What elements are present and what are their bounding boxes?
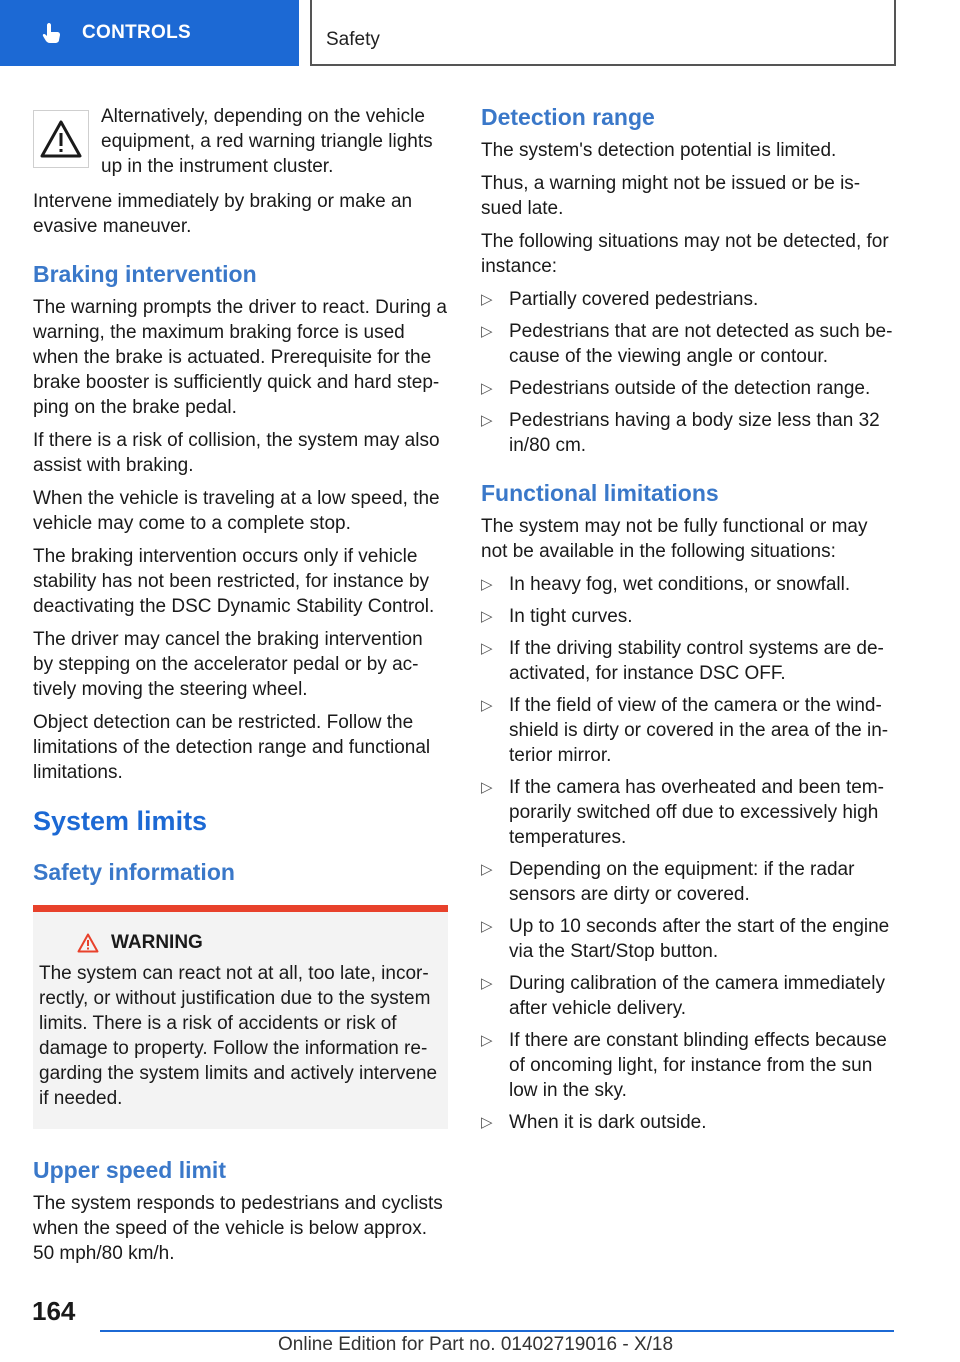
list-item xyxy=(481,604,896,629)
braking-paragraph: If there is a risk of collision, the system may also assist with braking. xyxy=(33,430,440,476)
upper-speed-heading: Upper speed limit xyxy=(33,1157,226,1183)
detection-list xyxy=(481,287,896,458)
functional-list xyxy=(481,572,896,1135)
list-item xyxy=(481,636,896,686)
list-item xyxy=(481,914,896,964)
list-item-text: Up to 10 seconds after the start of the engine via the Start/Stop button. xyxy=(509,916,890,962)
triangle-bullet-icon: ▷ xyxy=(481,640,493,657)
triangle-bullet-icon: ▷ xyxy=(481,576,493,593)
left-column xyxy=(33,100,448,1274)
edition-text: Online Edition for Part no. 01402719016 - X/18 xyxy=(278,1334,674,1355)
detection-paragraph: Thus, a warning might not be issued or be is-sued late. xyxy=(481,173,861,219)
warning-notice xyxy=(33,104,448,179)
pointing-hand-icon xyxy=(40,21,64,45)
list-item-text: If the driving stability control systems are de-activated, for instance DSC OFF. xyxy=(509,638,884,684)
triangle-bullet-icon: ▷ xyxy=(481,412,493,429)
right-column xyxy=(481,100,896,1147)
chapter-label: Safety xyxy=(326,29,380,50)
intro-warning-text: Alternatively, depending on the vehicle equipment, a red warning triangle lights up in the instrument cluster. xyxy=(101,106,433,177)
triangle-bullet-icon: ▷ xyxy=(481,291,493,308)
intervene-text: Intervene immediately by braking or make an evasive maneuver. xyxy=(33,191,413,237)
list-item-text: Pedestrians outside of the detection range. xyxy=(509,378,871,399)
warning-triangle-icon xyxy=(77,933,99,953)
triangle-bullet-icon: ▷ xyxy=(481,861,493,878)
list-item xyxy=(481,1028,896,1103)
braking-paragraph: The driver may cancel the braking intervention by stepping on the accelerator pedal or by ac-tively moving the steering wheel. xyxy=(33,629,423,700)
list-item xyxy=(481,857,896,907)
functional-intro: The system may not be fully functional or may not be available in the following situations: xyxy=(481,516,868,562)
list-item-text: If the camera has overheated and been tem-porarily switched off due to excessively high temperatures. xyxy=(509,777,884,848)
warning-icon-frame xyxy=(33,110,89,168)
list-item xyxy=(481,572,896,597)
braking-heading: Braking intervention xyxy=(33,261,257,287)
list-item xyxy=(481,775,896,850)
warning-triangle-icon xyxy=(39,119,83,159)
list-item-text: If there are constant blinding effects because of oncoming light, for instance from the sun low in the sky. xyxy=(509,1030,887,1101)
detection-paragraph: The following situations may not be detected, for instance: xyxy=(481,231,889,277)
triangle-bullet-icon: ▷ xyxy=(481,1032,493,1049)
list-item-text: During calibration of the camera immediately after vehicle delivery. xyxy=(509,973,885,1019)
list-item xyxy=(481,1110,896,1135)
upper-speed-text: The system responds to pedestrians and cyclists when the speed of the vehicle is below approx. 50 mph/80 km/h. xyxy=(33,1193,443,1264)
footer-divider xyxy=(100,1330,894,1332)
functional-heading: Functional limitations xyxy=(481,480,719,506)
warning-label: WARNING xyxy=(111,932,203,953)
list-item-text: Pedestrians that are not detected as such be-cause of the viewing angle or contour. xyxy=(509,321,893,367)
triangle-bullet-icon: ▷ xyxy=(481,975,493,992)
chapter-tab xyxy=(310,0,896,66)
list-item xyxy=(481,971,896,1021)
braking-paragraph: The braking intervention occurs only if vehicle stability has not been restricted, for instance by deactivating the DSC Dynamic Stability Control. xyxy=(33,546,435,617)
list-item xyxy=(481,408,896,458)
section-tab-controls xyxy=(0,0,299,66)
list-item xyxy=(481,693,896,768)
detection-heading: Detection range xyxy=(481,104,655,130)
page-header xyxy=(0,0,960,66)
triangle-bullet-icon: ▷ xyxy=(481,380,493,397)
triangle-bullet-icon: ▷ xyxy=(481,697,493,714)
braking-paragraph: The warning prompts the driver to react. During a warning, the maximum braking force is used when the brake is actuated. Prerequisite for the brake booster is sufficiently quick and hard step-ping on the brake pedal. xyxy=(33,297,447,418)
warning-box xyxy=(33,905,448,1129)
list-item-text: In tight curves. xyxy=(509,606,633,627)
list-item xyxy=(481,319,896,369)
braking-paragraph: Object detection can be restricted. Follow the limitations of the detection range and functional limitations. xyxy=(33,712,431,783)
warning-header xyxy=(39,930,438,955)
triangle-bullet-icon: ▷ xyxy=(481,1114,493,1131)
list-item xyxy=(481,376,896,401)
system-limits-heading: System limits xyxy=(33,806,208,836)
list-item-text: In heavy fog, wet conditions, or snowfall. xyxy=(509,574,851,595)
page-number: 164 xyxy=(32,1296,76,1326)
list-item-text: Depending on the equipment: if the radar sensors are dirty or covered. xyxy=(509,859,855,905)
detection-paragraph: The system's detection potential is limited. xyxy=(481,140,837,161)
list-item-text: If the field of view of the camera or the wind-shield is dirty or covered in the area of the in-terior mirror. xyxy=(509,695,889,766)
safety-info-heading: Safety information xyxy=(33,859,235,885)
triangle-bullet-icon: ▷ xyxy=(481,779,493,796)
warning-text: The system can react not at all, too late, incor-rectly, or without justification due to the system limits. There is a risk of accidents or risk of damage to property. Follow the information re-garding the system limits and actively intervene if needed. xyxy=(39,963,438,1109)
list-item-text: When it is dark outside. xyxy=(509,1112,707,1133)
list-item xyxy=(481,287,896,312)
list-item-text: Partially covered pedestrians. xyxy=(509,289,759,310)
triangle-bullet-icon: ▷ xyxy=(481,918,493,935)
triangle-bullet-icon: ▷ xyxy=(481,323,493,340)
triangle-bullet-icon: ▷ xyxy=(481,608,493,625)
list-item-text: Pedestrians having a body size less than 32 in/80 cm. xyxy=(509,410,880,456)
section-label: CONTROLS xyxy=(82,22,192,43)
braking-paragraph: When the vehicle is traveling at a low speed, the vehicle may come to a complete stop. xyxy=(33,488,440,534)
